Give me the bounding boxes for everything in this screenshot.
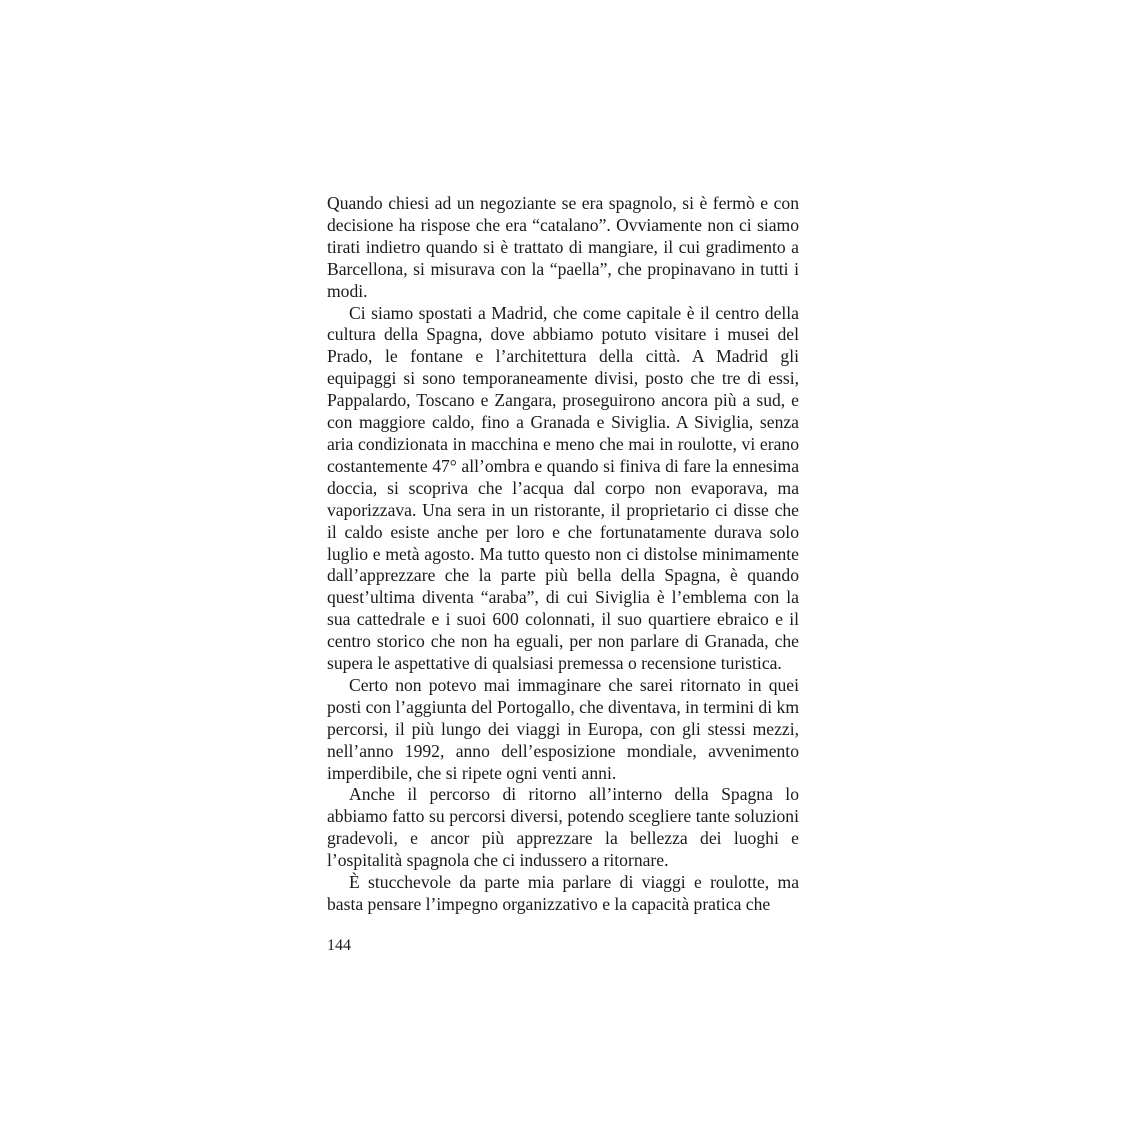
paragraph-5: È stucchevole da parte mia parlare di viaggi e roulotte, ma basta pensare l’impegno organizzativo e la capacità pratica che bbox=[327, 872, 799, 914]
paragraph-1: Quando chiesi ad un negoziante se era spagnolo, si è fermò e con decisione ha rispose che era “catalano”. Ovviamente non ci siamo tirati indietro quando si è trattato di mangiare, il cui gradimento a Barcellona, si misurava con la “paella”, che propinavano in tutti i modi. bbox=[327, 193, 799, 301]
body-text bbox=[327, 193, 799, 916]
paragraph-2: Ci siamo spostati a Madrid, che come capitale è il centro della cultura della Spagna, dove abbiamo potuto visitare i musei del Prado, le fontane e l’architettura della città. A Madrid gli equipaggi si sono temporaneamente divisi, posto che tre di essi, Pappalardo, Toscano e Zangara, proseguirono ancora più a sud, e con maggiore caldo, fino a Granada e Siviglia. A Siviglia, senza aria condizionata in macchina e meno che mai in roulotte, vi erano costantemente 47° all’ombra e quando si finiva di fare la ennesima doccia, si scopriva che l’acqua dal corpo non evaporava, ma vaporizzava. Una sera in un ristorante, il proprietario ci disse che il caldo esiste anche per loro e che fortunatamente durava solo luglio e metà agosto. Ma tutto questo non ci distolse minimamente dall’apprezzare che la parte più bella della Spagna, è quando quest’ultima diventa “araba”, di cui Siviglia è l’emblema con la sua cattedrale e i suoi 600 colonnati, il suo quartiere ebraico e il centro storico che non ha eguali, per non parlare di Granada, che supera le aspettative di qualsiasi premessa o recensione turistica. bbox=[327, 302, 799, 674]
paragraph-4: Anche il percorso di ritorno all’interno della Spagna lo abbiamo fatto su percorsi diversi, potendo scegliere tante soluzioni gradevoli, e ancor più apprezzare la bellezza dei luoghi e l’ospitalità spagnola che ci indussero a ritornare. bbox=[327, 784, 799, 871]
page-number: 144 bbox=[327, 937, 351, 954]
paragraph-3: Certo non potevo mai immaginare che sarei ritornato in quei posti con l’aggiunta del Portogallo, che diventava, in termini di km percorsi, il più lungo dei viaggi in Europa, con gli stessi mezzi, nell’anno 1992, anno dell’esposizione mondiale, avvenimento imperdibile, che si ripete ogni venti anni. bbox=[327, 674, 799, 783]
